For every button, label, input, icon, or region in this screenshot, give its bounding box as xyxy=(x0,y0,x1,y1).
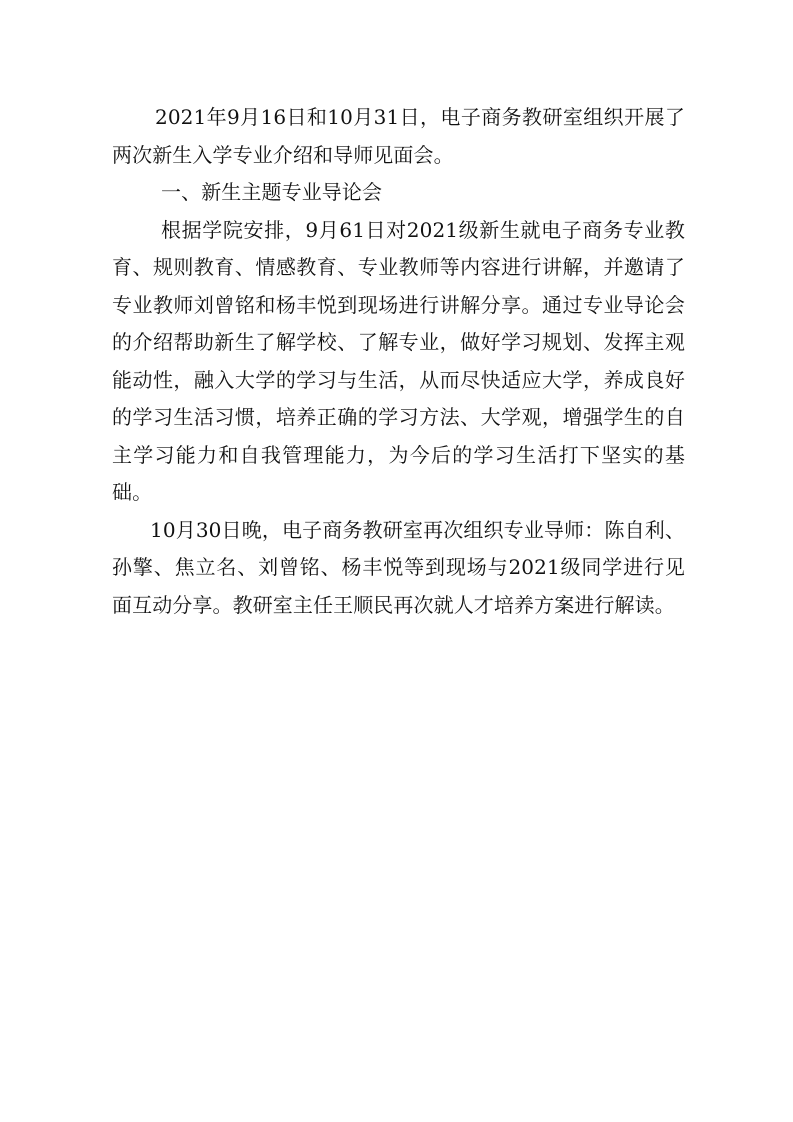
document-body xyxy=(112,99,685,624)
mentor-meeting-paragraph: 10月30日晚，电子商务教研室再次组织专业导师：陈自利、孙擎、焦立名、刘曾铭、杨丰悦等到现场与2021级同学进行见面互动分享。教研室主任王顺民再次就人才培养方案进行解读。 xyxy=(112,517,685,617)
intro-paragraph: 2021年9月16日和10月31日，电子商务教研室组织开展了两次新生入学专业介绍和导师见面会。 xyxy=(112,105,685,167)
section-heading: 一、新生主题专业导论会 xyxy=(161,180,383,204)
orientation-paragraph: 根据学院安排，9月61日对2021级新生就电子商务专业教育、规则教育、情感教育、专业教师等内容进行讲解，并邀请了专业教师刘曾铭和杨丰悦到现场进行讲解分享。通过专业导论会的介绍帮助新生了解学校、了解专业，做好学习规划、发挥主观能动性，融入大学的学习与生活，从而尽快适应大学，养成良好的学习生活习惯，培养正确的学习方法、大学观，增强学生的自主学习能力和自我管理能力，为今后的学习生活打下坚实的基础。 xyxy=(112,217,685,504)
